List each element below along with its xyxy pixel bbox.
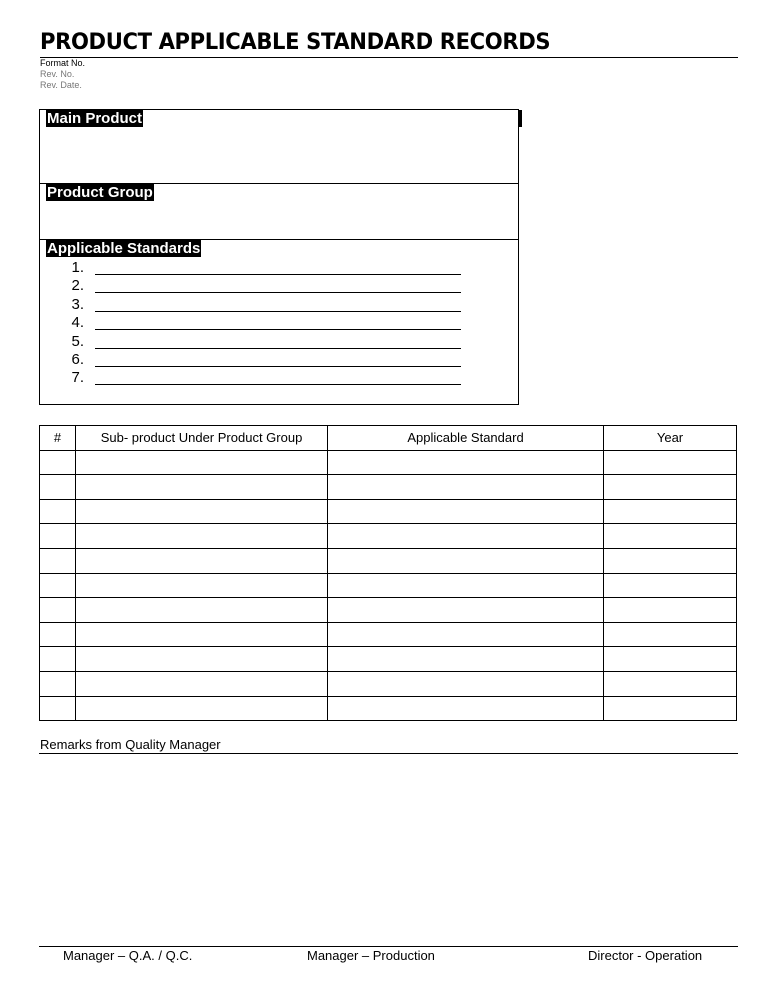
standard-entry-line[interactable] xyxy=(95,366,461,367)
title-underline xyxy=(40,57,738,58)
standard-number: 4. xyxy=(71,314,84,331)
signature-director-operation: Director - Operation xyxy=(588,948,703,963)
column-header-sub-product: Sub- product Under Product Group xyxy=(76,426,328,451)
table-row xyxy=(40,622,737,647)
cell-applicable-standard[interactable] xyxy=(328,622,604,647)
box-corner-mark xyxy=(519,110,522,127)
cell-number[interactable] xyxy=(40,548,76,573)
standard-number: 5. xyxy=(71,333,84,350)
cell-year[interactable] xyxy=(604,524,737,549)
remarks-area[interactable] xyxy=(39,755,738,943)
signature-qa-qc-manager: Manager – Q.A. / Q.C. xyxy=(63,948,193,963)
standard-entry-line[interactable] xyxy=(95,329,461,330)
standard-entry-line[interactable] xyxy=(95,384,461,385)
product-group-section[interactable] xyxy=(46,184,154,202)
table-row xyxy=(40,573,737,598)
table-row xyxy=(40,524,737,549)
column-header-year: Year xyxy=(604,426,737,451)
table-row xyxy=(40,647,737,672)
records-table xyxy=(39,425,737,721)
table-header-row xyxy=(40,426,737,451)
cell-number[interactable] xyxy=(40,450,76,475)
standard-entry-line[interactable] xyxy=(95,311,461,312)
signature-line xyxy=(39,946,738,947)
cell-year[interactable] xyxy=(604,475,737,500)
cell-year[interactable] xyxy=(604,548,737,573)
table-row xyxy=(40,499,737,524)
table-row xyxy=(40,450,737,475)
cell-number[interactable] xyxy=(40,499,76,524)
standard-entry-line[interactable] xyxy=(95,292,461,293)
cell-sub-product[interactable] xyxy=(76,548,328,573)
cell-applicable-standard[interactable] xyxy=(328,671,604,696)
remarks-underline xyxy=(39,753,738,754)
cell-number[interactable] xyxy=(40,573,76,598)
cell-sub-product[interactable] xyxy=(76,696,328,721)
table-row xyxy=(40,475,737,500)
cell-applicable-standard[interactable] xyxy=(328,450,604,475)
cell-applicable-standard[interactable] xyxy=(328,573,604,598)
table-row xyxy=(40,548,737,573)
cell-sub-product[interactable] xyxy=(76,499,328,524)
cell-applicable-standard[interactable] xyxy=(328,598,604,623)
table-body xyxy=(40,450,737,721)
cell-sub-product[interactable] xyxy=(76,524,328,549)
standard-entry-line[interactable] xyxy=(95,348,461,349)
cell-applicable-standard[interactable] xyxy=(328,696,604,721)
format-no-label: Format No. xyxy=(40,58,86,68)
table-row xyxy=(40,696,737,721)
cell-year[interactable] xyxy=(604,598,737,623)
rev-no-label: Rev. No. xyxy=(40,69,75,79)
cell-number[interactable] xyxy=(40,671,76,696)
main-product-section[interactable] xyxy=(46,110,143,128)
main-product-label: Main Product xyxy=(47,110,143,127)
cell-applicable-standard[interactable] xyxy=(328,548,604,573)
standard-number: 3. xyxy=(71,296,84,313)
cell-year[interactable] xyxy=(604,622,737,647)
cell-number[interactable] xyxy=(40,622,76,647)
cell-number[interactable] xyxy=(40,524,76,549)
standard-number: 6. xyxy=(71,351,84,368)
cell-number[interactable] xyxy=(40,647,76,672)
table-row xyxy=(40,598,737,623)
cell-sub-product[interactable] xyxy=(76,647,328,672)
standard-number: 2. xyxy=(71,277,84,294)
cell-sub-product[interactable] xyxy=(76,598,328,623)
cell-number[interactable] xyxy=(40,696,76,721)
product-group-label: Product Group xyxy=(47,184,153,201)
applicable-standards-section xyxy=(46,240,201,258)
table-row xyxy=(40,671,737,696)
cell-year[interactable] xyxy=(604,573,737,598)
remarks-label: Remarks from Quality Manager xyxy=(40,737,221,752)
cell-year[interactable] xyxy=(604,450,737,475)
cell-year[interactable] xyxy=(604,647,737,672)
cell-sub-product[interactable] xyxy=(76,622,328,647)
signature-production-manager: Manager – Production xyxy=(307,948,435,963)
cell-applicable-standard[interactable] xyxy=(328,524,604,549)
cell-applicable-standard[interactable] xyxy=(328,647,604,672)
cell-sub-product[interactable] xyxy=(76,475,328,500)
column-header-applicable-standard: Applicable Standard xyxy=(328,426,604,451)
standard-number: 7. xyxy=(71,369,84,386)
cell-year[interactable] xyxy=(604,671,737,696)
standard-entry-line[interactable] xyxy=(95,274,461,275)
column-header-number: # xyxy=(40,426,76,451)
cell-number[interactable] xyxy=(40,475,76,500)
cell-applicable-standard[interactable] xyxy=(328,499,604,524)
cell-year[interactable] xyxy=(604,696,737,721)
page-title: PRODUCT APPLICABLE STANDARD RECORDS xyxy=(40,30,551,55)
standard-number: 1. xyxy=(71,259,84,276)
cell-applicable-standard[interactable] xyxy=(328,475,604,500)
rev-date-label: Rev. Date. xyxy=(40,80,82,90)
cell-sub-product[interactable] xyxy=(76,450,328,475)
applicable-standards-label: Applicable Standards xyxy=(47,240,201,257)
cell-number[interactable] xyxy=(40,598,76,623)
cell-sub-product[interactable] xyxy=(76,671,328,696)
cell-sub-product[interactable] xyxy=(76,573,328,598)
cell-year[interactable] xyxy=(604,499,737,524)
